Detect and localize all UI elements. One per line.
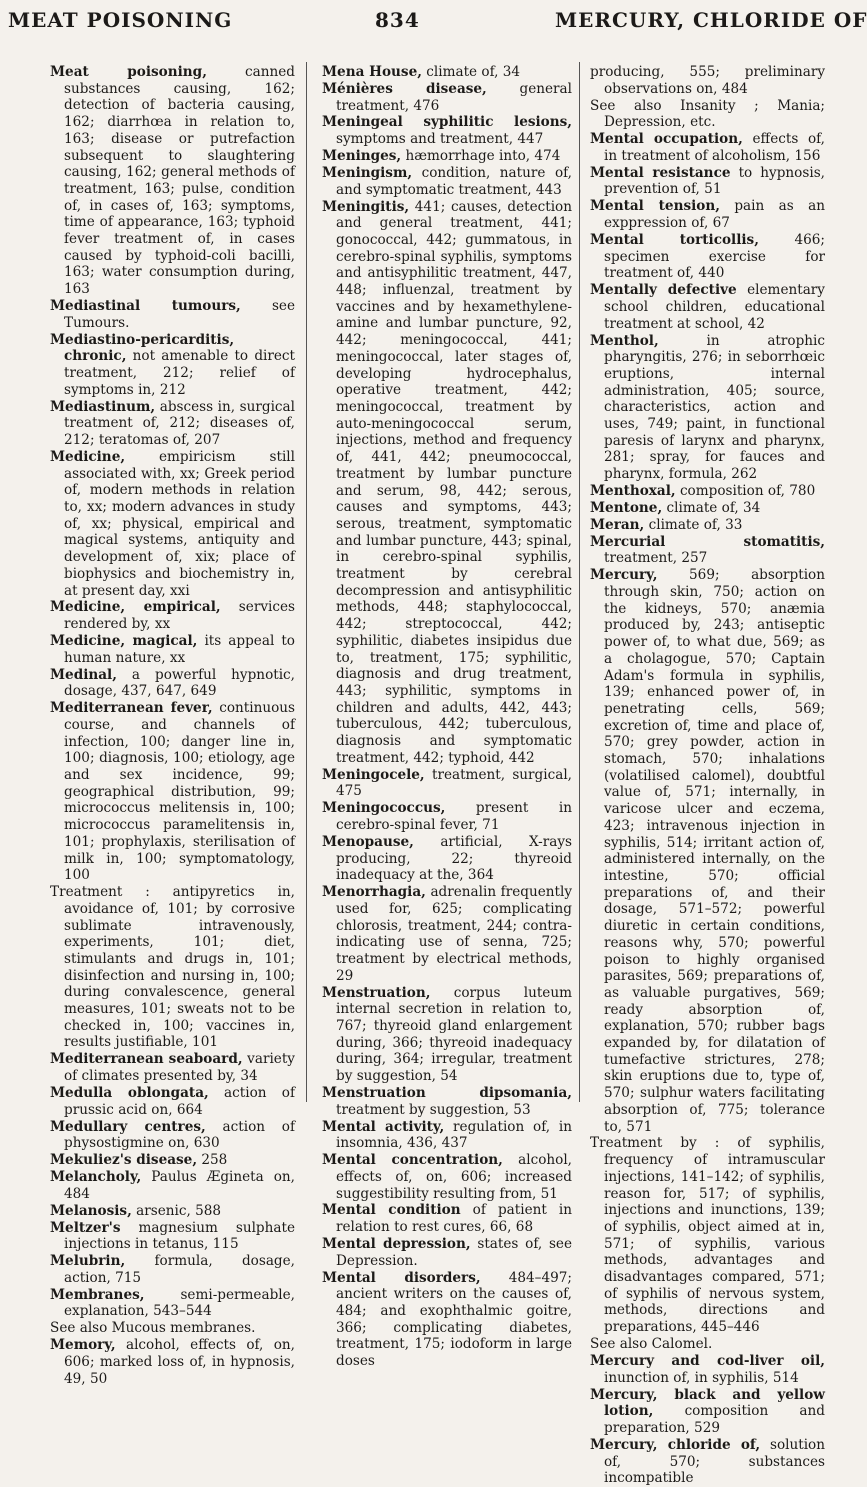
running-head-left: MEAT POISONING [8, 8, 233, 32]
index-entry [50, 633, 295, 666]
index-references: services rendered by, xx [64, 599, 295, 633]
index-term: Mental resistance [590, 164, 731, 181]
index-entry [590, 567, 825, 1135]
index-references: a powerful hypnotic, dosage, 437, 647, 649 [64, 666, 295, 700]
index-references: Treatment : antipyretics in, avoidance of, 101; by corrosive sublimate intravenously, experiments, 101; diet, stimulants and drugs in, 101; disinfection and nursing in, 100; during convalescence, general measures, 101; sweats not to be checked in, 100; vaccines in, results justifiable, 101 [50, 884, 295, 1051]
index-term: Mediastino-pericarditis, chronic, [50, 331, 235, 365]
index-entry [50, 884, 295, 1051]
index-entry [50, 667, 295, 700]
index-entry [322, 148, 572, 165]
index-entry [590, 517, 825, 534]
index-entry [50, 599, 295, 632]
index-references: composition of, 780 [675, 483, 816, 500]
column-divider [579, 62, 580, 1102]
index-references: canned substances causing, 162; detection of bacteria causing, 162; diarrhœa in relation to, 163; disease or putrefaction subsequent to slaughtering causing, 162; general methods of treatment, 163; pulse, condition of, in cases of, 163; symptoms, time of appearance, 163; typhoid fever treatment of, in cases caused by typhoid-coli bacilli, 163; water consumption during, 163 [64, 64, 295, 298]
index-term: Medullary centres, [50, 1118, 206, 1135]
index-references: composition and preparation, 529 [604, 1403, 825, 1436]
index-term: Meltzer's [50, 1219, 121, 1236]
index-references: 441; causes, detection and general treatment, 441; gonococcal, 442; gummatous, in cerebro-spinal syphilis, symptoms and antisyphilitic treatment, 447, 448; influenzal, treatment by vaccines and by hexamethylene-amine and lumbar puncture, 92, 442; meningococcal, 441; meningococcal, later stages of, developing hydrocephalus, operative treatment, 442; meningococcal, treatment by auto-meningococcal serum, injections, method and frequency of, 441, 442; pneumococcal, treatment by lumbar puncture and serum, 98, 442; serous, causes and symptoms, 443; serous, treatment, symptomatic and lumbar puncture, 443; spinal, in cerebro-spinal syphilis, treatment by cerebral decompression and antisyphilitic methods, 448; staphylococcal, 442; streptococcal, 442; syphilitic, diabetes insipidus due to, treatment, 175; syphilitic, diagnosis and drug treatment, 443; syphilitic, symptoms in children and adults, 442, 443; tuberculous, 442; tuberculous, diagnosis and symptomatic treatment, 442; typhoid, 442 [336, 198, 572, 766]
index-references: magnesium sulphate injections in tetanus, 115 [64, 1219, 295, 1253]
index-entry [50, 1051, 295, 1084]
index-references: see Tumours. [64, 298, 296, 331]
index-references: its appeal to human nature, xx [64, 633, 295, 666]
index-entry [322, 1085, 572, 1118]
index-references: Treatment by : of syphilis, frequency of intramuscular injections, 141–142; of syphilis, reason for, 517; of syphilis, injections and inunctions, 139; of syphilis, object aimed at in, 571; of syphilis, various methods, advantages and disadvantages compared, 571; of syphilis of nervous system, methods, directions and preparations, 445–446 [590, 1135, 825, 1336]
index-term: Mental depression, [322, 1236, 471, 1253]
index-entry [50, 1203, 295, 1220]
page-number: 834 [375, 8, 420, 32]
index-references: regulation of, in insomnia, 436, 437 [336, 1118, 572, 1152]
index-term: Mena House, [322, 64, 422, 80]
index-entry [50, 700, 295, 884]
index-references: formula, dosage, action, 715 [64, 1253, 295, 1286]
index-references: semi-permeable, explanation, 543–544 [64, 1286, 295, 1320]
index-entry [50, 64, 295, 298]
index-references: producing, 555; preliminary observations on, 484 [590, 64, 825, 97]
index-references: solution of, 570; substances incompatible [604, 1436, 825, 1487]
index-references: adrenalin frequently used for, 625; complicating chlorosis, treatment, 244; contra-indicating use of senna, 725; treatment by electrical methods, 29 [336, 884, 572, 984]
index-references: climate of, 34 [421, 64, 521, 80]
index-references: treatment, surgical, 475 [336, 766, 572, 800]
index-references: Paulus Ægineta on, 484 [64, 1169, 295, 1202]
index-entry [590, 232, 825, 282]
index-references: arsenic, 588 [131, 1202, 222, 1219]
index-entry [590, 165, 825, 198]
index-references: effects of, in treatment of alcoholism, 156 [604, 131, 825, 164]
index-entry [322, 199, 572, 767]
index-term: Melancholy, [50, 1169, 142, 1186]
index-references: inunction of, in syphilis, 514 [604, 1369, 799, 1386]
index-entry [590, 483, 825, 500]
index-entry [50, 1253, 295, 1286]
index-entry [322, 884, 572, 984]
page-header [0, 8, 867, 48]
running-head-right: MERCURY, CHLORIDE OF [555, 8, 867, 32]
index-references: to hypnosis, prevention of, 51 [604, 164, 825, 198]
index-references: elementary school children, educational treatment at school, 42 [604, 282, 825, 332]
index-entry [50, 449, 295, 599]
index-term: Menorrhagia, [322, 884, 426, 901]
index-entry [50, 1287, 295, 1320]
index-references: alcohol, effects of, on, 606; increased suggestibility resulting from, 51 [336, 1152, 572, 1202]
index-references: present in cerebro-spinal fever, 71 [336, 800, 572, 833]
index-column-middle [322, 64, 572, 1370]
index-references: alcohol, effects of, on, 606; marked loss of, in hypnosis, 49, 50 [64, 1337, 295, 1387]
index-references: 484–497; ancient writers on the causes of, 484; and exophthalmic goitre, 366; complicating diabetes, treatment, 175; iodoform in large doses [336, 1269, 572, 1370]
index-term: Mediastinal tumours, [50, 298, 241, 315]
index-references: corpus luteum internal secretion in relation to, 767; thyreoid gland enlargement during, 366; thyreoid inadequacy during, 364; irregular, treatment by suggestion, 54 [336, 984, 572, 1085]
index-references: states of, see Depression. [336, 1236, 573, 1269]
index-term: Mercury and cod-liver oil, [590, 1352, 825, 1369]
index-entry [590, 1336, 825, 1353]
index-term: Menopause, [322, 833, 414, 850]
index-term: Mental concentration, [322, 1152, 503, 1169]
index-references: See also Mucous membranes. [50, 1320, 256, 1337]
index-term: Memory, [50, 1337, 116, 1354]
index-term: Mental activity, [322, 1118, 445, 1135]
index-term: Mediterranean seaboard, [50, 1051, 243, 1068]
index-term: Medicine, [50, 448, 126, 465]
index-entry [322, 114, 572, 147]
index-references: condition, nature of, and symptomatic treatment, 443 [336, 164, 572, 198]
index-references: abscess in, surgical treatment of, 212; diseases of, 212; teratomas of, 207 [64, 398, 295, 449]
index-term: Meningism, [322, 164, 413, 181]
index-entry [322, 834, 572, 884]
index-references: pain as an exppression of, 67 [604, 198, 825, 232]
index-entry [322, 81, 572, 114]
index-term: Mental disorders, [322, 1269, 481, 1286]
index-term: Mercury, black and yellow lotion, [590, 1386, 825, 1420]
index-term: Medicine, empirical, [50, 599, 221, 616]
index-entry [322, 64, 572, 81]
index-term: Medulla oblongata, [50, 1084, 209, 1101]
index-entry [50, 1169, 295, 1202]
index-term: Mentally defective [590, 282, 737, 299]
index-entry [50, 332, 295, 399]
index-term: Mental tension, [590, 198, 720, 215]
index-column-left [50, 64, 295, 1387]
index-entry [322, 1119, 572, 1152]
index-entry [590, 198, 825, 231]
index-term: Mercurial stomatitis, [590, 533, 825, 550]
index-entry [322, 165, 572, 198]
index-references: artificial, X-rays producing, 22; thyreoid inadequacy at the, 364 [336, 833, 572, 884]
index-entry [590, 1437, 825, 1487]
index-entry [590, 1353, 825, 1386]
index-references: empiricism still associated with, xx; Greek period of, modern methods in relation to, xx; modern advances in study of, xx; physical, empirical and magical systems, antiquity and development of, xix; place of biophysics and biochemistry in, at present day, xxi [64, 448, 295, 599]
index-term: Mekuliez's disease, [50, 1152, 198, 1169]
index-entry [590, 64, 825, 97]
index-term: Mental torticollis, [590, 231, 759, 248]
index-entry [590, 98, 825, 131]
index-references: See also Calomel. [590, 1336, 713, 1353]
index-references: continuous course, and channels of infection, 100; danger line in, 100; diagnosis, 100; etiology, age and sex incidence, 99; geographical distribution, 99; micrococcus melitensis in, 100; micrococcus paramelitensis in, 101; prophylaxis, sterilisation of milk in, 100; symptomatology, 100 [64, 700, 295, 884]
index-term: Menstruation, [322, 984, 431, 1001]
index-entry [50, 1337, 295, 1387]
index-entry [50, 1119, 295, 1152]
index-term: Mercury, chloride of, [590, 1436, 761, 1453]
index-term: Meninges, [322, 148, 402, 165]
index-term: Membranes, [50, 1286, 145, 1303]
index-term: Meningeal syphilitic lesions, [322, 114, 572, 131]
index-entry [322, 1152, 572, 1202]
index-column-right [590, 64, 825, 1487]
index-term: Meningocele, [322, 766, 425, 783]
index-entry [590, 333, 825, 483]
index-term: Mercury, [590, 567, 658, 584]
index-references: climate of, 34 [662, 499, 761, 516]
index-entry [322, 1236, 572, 1269]
index-entry [322, 1202, 572, 1235]
index-term: Medicine, magical, [50, 633, 198, 650]
index-term: Mediastinum, [50, 398, 156, 415]
index-references: 258 [197, 1152, 228, 1169]
index-term: Mental occupation, [590, 131, 743, 148]
index-references: See also Insanity ; Mania; Depression, etc. [590, 97, 825, 131]
index-references: general treatment, 476 [336, 80, 572, 114]
index-entry [50, 399, 295, 449]
index-entry [590, 500, 825, 517]
index-references: 466; specimen exercise for treatment of, 440 [604, 231, 825, 282]
index-term: Meningococcus, [322, 800, 446, 817]
index-term: Medinal, [50, 666, 117, 683]
index-term: Meningitis, [322, 198, 410, 215]
index-references: climate of, 33 [644, 516, 743, 533]
index-term: Menthol, [590, 332, 659, 349]
index-entry [50, 1320, 295, 1337]
index-entry [50, 1152, 295, 1169]
index-entry [50, 298, 295, 331]
index-entry [50, 1085, 295, 1118]
index-term: Mental condition [322, 1202, 461, 1219]
index-references: variety of climates presented by, 34 [64, 1051, 295, 1085]
index-references: action of prussic acid on, 664 [64, 1084, 296, 1118]
index-references: in atrophic pharyngitis, 276; in seborrhœic eruptions, internal administration, 405; source, characteristics, action and uses, 749; paint, in functional paresis of larynx and pharynx, 281; spray, for fauces and pharynx, formula, 262 [604, 332, 825, 483]
index-term: Mediterranean fever, [50, 700, 213, 717]
index-term: Meat poisoning, [50, 64, 207, 80]
index-entry [322, 800, 572, 833]
index-term: Melubrin, [50, 1253, 126, 1270]
index-entry [322, 1270, 572, 1370]
index-term: Ménières disease, [322, 80, 487, 97]
index-references: action of physostigmine on, 630 [64, 1118, 295, 1152]
index-term: Mentone, [590, 499, 663, 516]
index-entry [590, 282, 825, 332]
index-term: Melanosis, [50, 1202, 132, 1219]
index-term: Menstruation dipsomania, [322, 1084, 572, 1101]
index-references: symptoms and treatment, 447 [336, 131, 544, 148]
index-references: of patient in relation to rest cures, 66, 68 [336, 1202, 572, 1236]
index-entry [322, 985, 572, 1085]
index-term: Menthoxal, [590, 483, 676, 500]
index-entry [590, 131, 825, 164]
index-entry [590, 1135, 825, 1335]
index-entry [50, 1220, 295, 1253]
column-divider [306, 62, 307, 1102]
index-term: Meran, [590, 516, 645, 533]
index-references: 569; absorption through skin, 750; action on the kidneys, 570; anæmia produced by, 243; antiseptic power of, to what due, 569; as a cholagogue, 570; Captain Adam's formula in syphilis, 139; enhanced power of, in penetrating cells, 569; excretion of, time and place of, 570; grey powder, action in stomach, 570; inhalations (volatilised calomel), doubtful value of, 571; internally, in varicose ulcer and eczema, 423; intravenous injection in syphilis, 514; irritant action of, administered internally, on the intestine, 570; official preparations of, and their dosage, 571–572; powerful diuretic in certain conditions, reasons why, 570; powerful poison to highly organised parasites, 569; preparations of, as valuable purgatives, 569; ready absorption of, explanation, 570; rubber bags expanded by, for dilatation of tumefactive strictures, 278; skin eruptions due to, type of, 570; sulphur waters facilitating absorption of, 775; tolerance to, 571 [604, 567, 825, 1135]
index-references: hæmorrhage into, 474 [401, 148, 561, 165]
index-entry [590, 1387, 825, 1437]
index-references: treatment by suggestion, 53 [336, 1101, 531, 1118]
index-references: not amenable to direct treatment, 212; relief of symptoms in, 212 [64, 348, 295, 398]
index-entry [322, 767, 572, 800]
index-entry [590, 534, 825, 567]
index-references: treatment, 257 [604, 550, 708, 567]
